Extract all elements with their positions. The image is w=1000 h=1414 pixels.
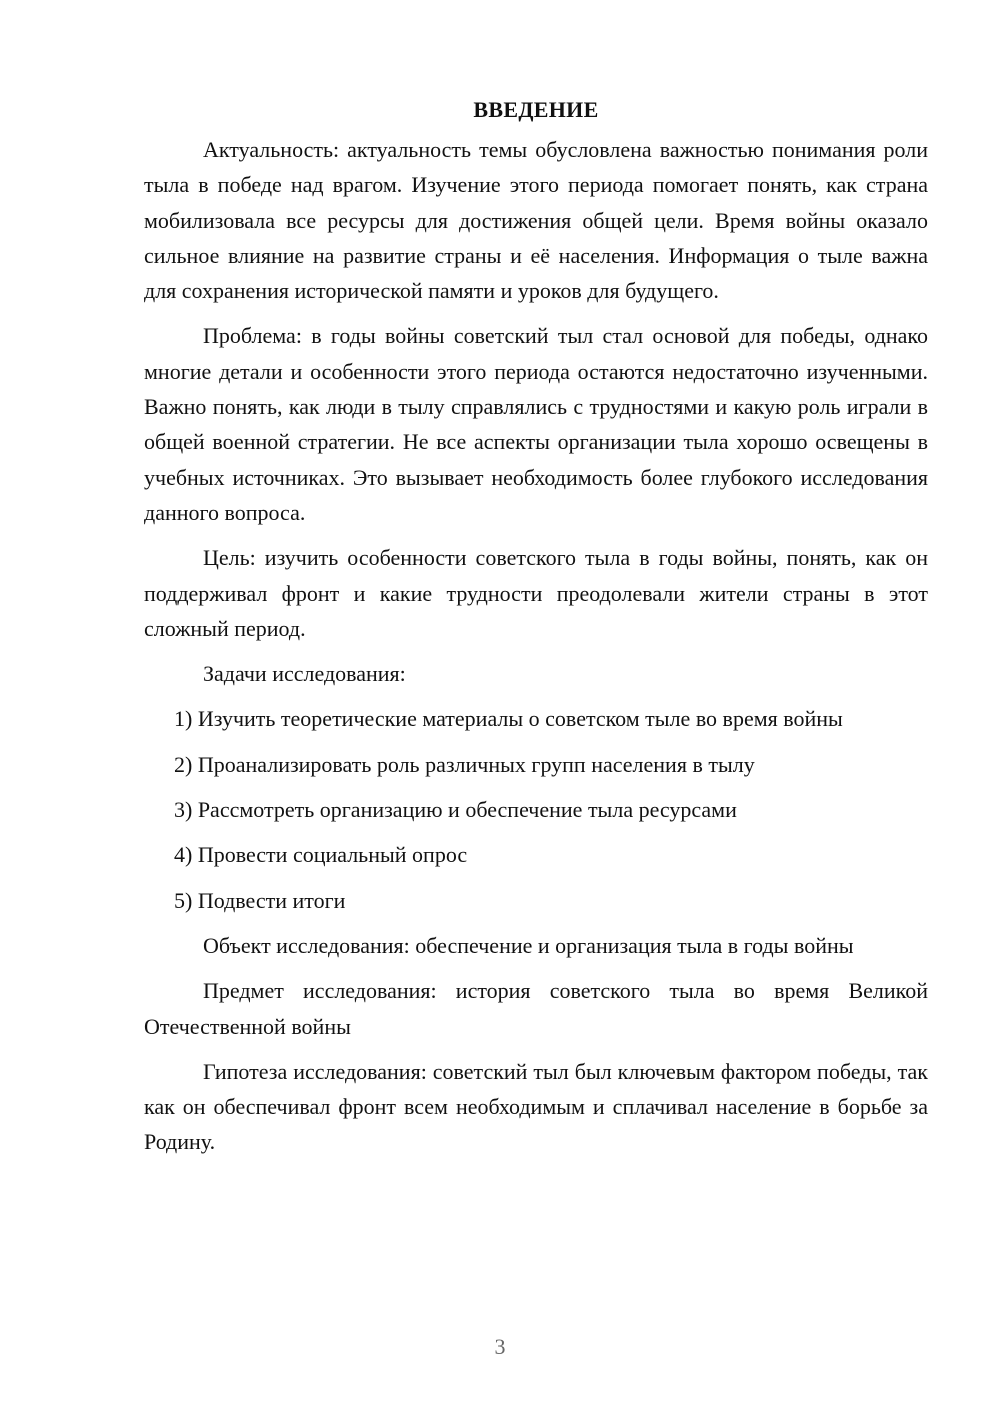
object-paragraph: Объект исследования: обеспечение и организация тыла в годы войны <box>203 932 854 958</box>
task-item: 2) Проанализировать роль различных групп населения в тылу <box>174 751 755 777</box>
section-title: ВВЕДЕНИЕ <box>473 97 599 122</box>
hypothesis-paragraph: Гипотеза исследования: советский тыл был ключевым фактором победы, так как он обеспечивал фронт всем необходимым и сплачивал население в борьбе за Родину. <box>144 1058 928 1155</box>
task-item: 5) Подвести итоги <box>174 887 346 913</box>
document-page <box>144 92 928 1170</box>
task-item: 4) Провести социальный опрос <box>174 842 468 868</box>
task-item: 3) Рассмотреть организацию и обеспечение тыла ресурсами <box>174 797 737 823</box>
subject-paragraph: Предмет исследования: история советского тыла во время Великой Отечественной войны <box>144 978 928 1039</box>
task-item: 1) Изучить теоретические материалы о советском тыле во время войны <box>174 706 843 732</box>
goal-paragraph: Цель: изучить особенности советского тыла в годы войны, понять, как он поддерживал фронт и какие трудности преодолевали жители страны в этот сложный период. <box>144 545 928 641</box>
page-number: 3 <box>494 1334 506 1359</box>
problem-paragraph: Проблема: в годы войны советский тыл стал основой для победы, однако многие детали и особенности этого периода остаются недостаточно изученными. Важно понять, как люди в тылу справлялись с трудностями и какую роль играли в общей военной стратегии. Не все аспекты организации тыла хорошо освещены в учебных источниках. Это вызывает необходимость более глубокого исследования данного вопроса. <box>144 323 928 525</box>
relevance-paragraph: Актуальность: актуальность темы обусловлена важностью понимания роли тыла в победе над врагом. Изучение этого периода помогает понять, как страна мобилизовала все ресурсы для достижения общей цели. Время войны оказало сильное влияние на развитие страны и её населения. Информация о тыле важна для сохранения исторической памяти и уроков для будущего. <box>144 137 928 304</box>
tasks-label: Задачи исследования: <box>203 661 406 687</box>
tasks-list <box>144 701 928 917</box>
